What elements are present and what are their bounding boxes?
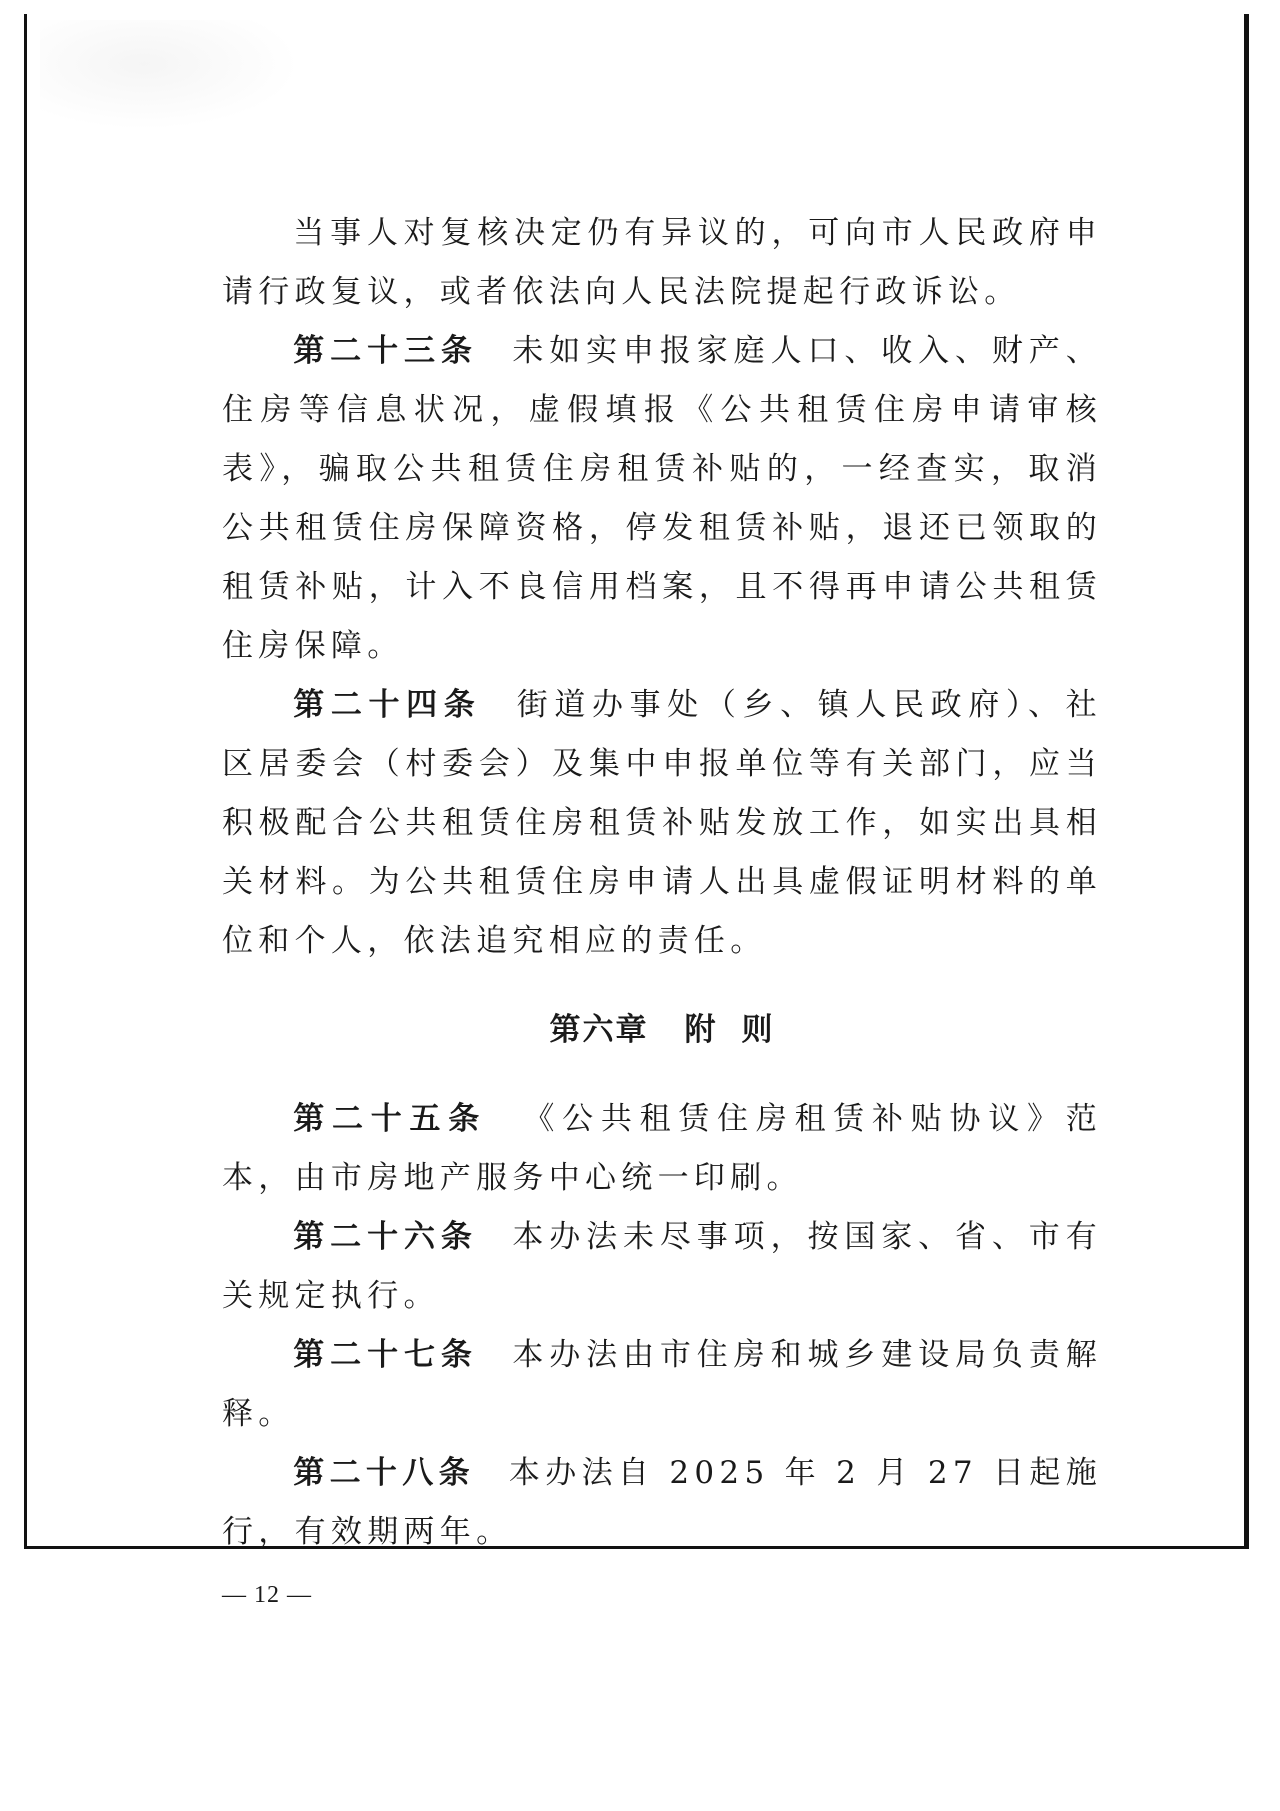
article-text: 本办法由市住房和城乡建设局负责解释。 xyxy=(222,1337,1102,1432)
article-24 xyxy=(222,676,1102,971)
article-text: 街道办事处（乡、镇人民政府）、社区居委会（村委会）及集中申报单位等有关部门，应当积极配合公共租赁住房租赁补贴发放工作，如实出具相关材料。为公共租赁住房申请人出具虚假证明材料的单位和个人，依法追究相应的责任。 xyxy=(222,687,1102,959)
article-heading: 第二十三条 xyxy=(293,333,478,369)
scan-border-left xyxy=(24,14,27,1549)
article-heading: 第二十八条 xyxy=(293,1455,475,1491)
scan-smudge xyxy=(40,20,300,130)
article-26 xyxy=(222,1208,1102,1326)
article-heading: 第二十六条 xyxy=(293,1219,478,1255)
document-body xyxy=(222,204,1102,1562)
paragraph-text: 当事人对复核决定仍有异议的，可向市人民政府申请行政复议，或者依法向人民法院提起行政诉讼。 xyxy=(222,215,1102,310)
article-heading: 第二十四条 xyxy=(293,687,482,723)
chapter-title-char-2: 则 xyxy=(741,1012,775,1048)
article-28 xyxy=(222,1444,1102,1562)
chapter-number: 第六章 xyxy=(549,1012,649,1048)
chapter-title xyxy=(222,1001,1102,1060)
article-heading: 第二十五条 xyxy=(293,1101,487,1137)
scan-border-right xyxy=(1244,14,1249,1549)
article-text: 《公共租赁住房租赁补贴协议》范本，由市房地产服务中心统一印刷。 xyxy=(222,1101,1103,1196)
article-text: 未如实申报家庭人口、收入、财产、住房等信息状况，虚假填报《公共租赁住房申请审核表》，骗取公共租赁住房租赁补贴的，一经查实，取消公共租赁住房保障资格，停发租赁补贴，退还已领取的租赁补贴，计入不良信用档案，且不得再申请公共租赁住房保障。 xyxy=(222,333,1102,664)
paragraph-appeal xyxy=(222,204,1102,322)
article-heading: 第二十七条 xyxy=(293,1337,478,1373)
article-text: 本办法自 2025 年 2 月 27 日起施行，有效期两年。 xyxy=(222,1455,1102,1550)
chapter-title-char-1: 附 xyxy=(684,1012,718,1048)
article-27 xyxy=(222,1326,1102,1444)
paragraphs-before xyxy=(222,204,1102,971)
article-23 xyxy=(222,322,1102,676)
page-number: — 12 — xyxy=(222,1582,312,1608)
paragraphs-after xyxy=(222,1090,1102,1562)
article-25 xyxy=(222,1090,1102,1208)
article-text: 本办法未尽事项，按国家、省、市有关规定执行。 xyxy=(222,1219,1102,1314)
